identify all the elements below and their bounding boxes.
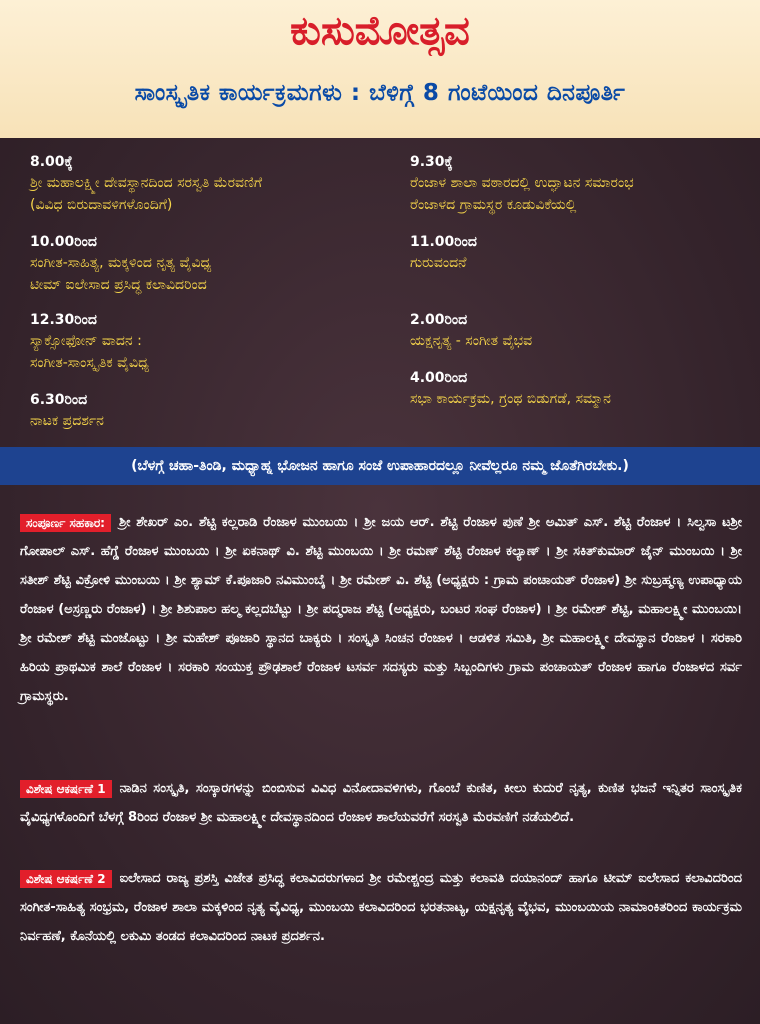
slot-desc: ಸ್ಯಾಕ್ಸೋಫೋನ್ ವಾದನ : xyxy=(30,333,142,349)
slot-time: 9.30ಕ್ಕೆ xyxy=(410,154,453,170)
slot-time: 10.00ರಿಂದ xyxy=(30,234,97,250)
slot-time: 11.00ರಿಂದ xyxy=(410,234,477,250)
highlight-1-text: ನಾಡಿನ ಸಂಸ್ಕೃತಿ, ಸಂಸ್ಕಾರಗಳನ್ನು ಬಿಂಬಿಸುವ ವಿವಿಧ ವಿನೋದಾವಳಿಗಳು, ಗೊಂಬೆ ಕುಣಿತ, ಕೀಲು ಕುದುರೆ ನೃತ್ಯ, ಕುಣಿತ ಭಜನೆ ಇನ್ನಿತರ ಸಾಂಸ್ಕೃತಿಕ ವೈವಿಧ್ಯಗಳೊಂದಿಗೆ ಬೆಳಗ್ಗೆ 8ರಿಂದ ರೆಂಜಾಳ ಶ್ರೀ ಮಹಾಲಕ್ಷ್ಮೀ ದೇವಸ್ಥಾನದಿಂದ ರೆಂಜಾಳ ಶಾಲೆಯವರೆಗೆ ಸರಸ್ವತಿ ಮೆರವಣಿಗೆ ನಡೆಯಲಿದೆ. xyxy=(20,781,742,825)
refreshment-note: (ಬೆಳಗ್ಗೆ ಚಹಾ-ತಿಂಡಿ, ಮಧ್ಯಾಹ್ನ ಭೋಜನ ಹಾಗೂ ಸಂಜೆ ಉಪಾಹಾರದಲ್ಲೂ ನೀವೆಲ್ಲರೂ ನಮ್ಮ ಜೊತೆಗಿರಬೇಕು.) xyxy=(0,447,760,485)
sponsors-text: ಶ್ರೀ ಶೇಖರ್ ಎಂ. ಶೆಟ್ಟಿ ಕಲ್ಲರಾಡಿ ರೆಂಜಾಳ ಮುಂಬಯಿ । ಶ್ರೀ ಜಯ ಆರ್. ಶೆಟ್ಟಿ ರೆಂಜಾಳ ಪುಣೆ ಶ್ರೀ ಅಮಿತ್ ಎಸ್. ಶೆಟ್ಟಿ ರೆಂಜಾಳ । ಸಿಲ್ವಸಾ ಟಶ್ರೀ ಗೋಪಾಲ್ ಎಸ್. ಹೆಗ್ಡೆ ರೆಂಜಾಳ ಮುಂಬಯಿ । ಶ್ರೀ ಏಕನಾಥ್ ವಿ. ಶೆಟ್ಟಿ ಮುಂಬಯಿ । ಶ್ರೀ ರಮಣ್ ಶೆಟ್ಟಿ ರೆಂಜಾಳ ಕಲ್ಯಾಣ್ । ಶ್ರೀ ಸಕಿತ್‌ಕುಮಾರ್ ಜೈನ್ ಮುಂಬಯಿ । ಶ್ರೀ ಸತೀಶ್ ಶೆಟ್ಟಿ ವಿಕ್ರೋಳಿ ಮುಂಬಯಿ । ಶ್ರೀ ಶ್ಯಾಮ್ ಕೆ.ಪೂಜಾರಿ ನವಿಮುಂಬೈ । ಶ್ರೀ ರಮೇಶ್ ವಿ. ಶೆಟ್ಟಿ (ಅಧ್ಯಕ್ಷರು : ಗ್ರಾಮ ಪಂಚಾಯತ್ ರೆಂಜಾಳ) ಶ್ರೀ ಸುಬ್ರಹ್ಮಣ್ಯ ಉಪಾಧ್ಯಾಯ ರೆಂಜಾಳ (ಅಸ್ರಣ್ಣರು ರೆಂಜಾಳ) । ಶ್ರೀ ಶಿಶುಪಾಲ ಹಲ್ಮ ಕಲ್ಲದಬೆಟ್ಟು । ಶ್ರೀ ಪದ್ಮರಾಜ ಶೆಟ್ಟಿ (ಅಧ್ಯಕ್ಷರು, ಬಂಟರ ಸಂಘ ರೆಂಜಾಳ) । ಶ್ರೀ ರಮೇಶ್ ಶೆಟ್ಟಿ, ಮಹಾಲಕ್ಷ್ಮೀ ಮುಂಬಯಿ। ಶ್ರೀ ರಮೇಶ್ ಶೆಟ್ಟಿ ಮಂಜೊಟ್ಟು । ಶ್ರೀ ಮಹೇಶ್ ಪೂಜಾರಿ ಸ್ಥಾನದ ಬಾಕ್ಯರು । ಸಂಸ್ಕೃತಿ ಸಿಂಚನ ರೆಂಜಾಳ । ಆಡಳಿತ ಸಮಿತಿ, ಶ್ರೀ ಮಹಾಲಕ್ಷ್ಮೀ ದೇವಸ್ಥಾನ ರೆಂಜಾಳ । ಸರಕಾರಿ ಹಿರಿಯ ಪ್ರಾಥಮಿಕ ಶಾಲೆ ರೆಂಜಾಳ । ಸರಕಾರಿ ಸಂಯುಕ್ತ ಪ್ರೌಢಶಾಲೆ ರೆಂಜಾಳ ಟಸರ್ವ ಸದಸ್ಯರು ಮತ್ತು ಸಿಬ್ಬಂದಿಗಳು ಗ್ರಾಮ ಪಂಚಾಯತ್ ರೆಂಜಾಳ ಹಾಗೂ ರೆಂಜಾಳದ ಸರ್ವ ಗ್ರಾಮಸ್ಥರು. xyxy=(20,515,742,704)
slot-desc: ಶ್ರೀ ಮಹಾಲಕ್ಷ್ಮೀ ದೇವಸ್ಥಾನದಿಂದ ಸರಸ್ವತಿ ಮೆರವಣಿಗೆ xyxy=(30,175,263,191)
poster-title: ಕುಸುಮೋತ್ಸವ xyxy=(290,8,470,54)
highlight-2-label: ವಿಶೇಷ ಆಕರ್ಷಣೆ 2 xyxy=(20,870,112,888)
slot-time: 12.30ರಿಂದ xyxy=(30,312,97,328)
slot-desc: ಸಂಗೀತ-ಸಾಹಿತ್ಯ, ಮಕ್ಕಳಿಂದ ನೃತ್ಯ ವೈವಿಧ್ಯ xyxy=(30,255,212,271)
slot-desc: ರೆಂಜಾಳ ಶಾಲಾ ವಠಾರದಲ್ಲಿ ಉದ್ಘಾಟನ ಸಮಾರಂಭ xyxy=(410,175,634,191)
slot-time: 8.00ಕ್ಕೆ xyxy=(30,154,73,170)
slot-desc: ಗುರುವಂದನೆ xyxy=(410,255,467,271)
slot-time: 4.00ರಿಂದ xyxy=(410,370,468,386)
schedule-slot xyxy=(410,368,750,410)
highlight-2-text: ಐಲೇಸಾದ ರಾಜ್ಯ ಪ್ರಶಸ್ತಿ ವಿಜೇತ ಪ್ರಸಿದ್ಧ ಕಲಾವಿದರುಗಳಾದ ಶ್ರೀ ರಮೇಶ್ಚಂದ್ರ ಮತ್ತು ಕಲಾವತಿ ದಯಾನಂದ್ ಹಾಗೂ ಟೀಮ್ ಐಲೇಸಾದ ಕಲಾವಿದರಿಂದ ಸಂಗೀತ-ಸಾಹಿತ್ಯ ಸಂಭ್ರಮ, ರೆಂಜಾಳ ಶಾಲಾ ಮಕ್ಕಳಿಂದ ನೃತ್ಯ ವೈವಿಧ್ಯ, ಮುಂಬಯಿ ಕಲಾವಿದರಿಂದ ಭರತನಾಟ್ಯ, ಯಕ್ಷನೃತ್ಯ ವೈಭವ, ಮುಂಬಯಿಯ ನಾಮಾಂಕಿತರಿಂದ ಕಾರ್ಯಕ್ರಮ ನಿರ್ವಹಣೆ, ಕೊನೆಯಲ್ಲಿ ಲಕುಮಿ ತಂಡದ ಕಲಾವಿದರಿಂದ ನಾಟಕ ಪ್ರದರ್ಶನ. xyxy=(20,871,742,944)
schedule-slot xyxy=(410,232,750,274)
header-banner xyxy=(0,0,760,138)
schedule-slot xyxy=(30,152,370,216)
slot-desc: ಸಂಗೀತ-ಸಾಂಸ್ಕೃತಿಕ ವೈವಿಧ್ಯ xyxy=(30,355,150,371)
highlight-1-paragraph xyxy=(20,774,742,832)
highlight-2-paragraph xyxy=(20,864,742,951)
schedule-slot xyxy=(410,152,750,216)
highlight-1-label: ವಿಶೇಷ ಆಕರ್ಷಣೆ 1 xyxy=(20,780,112,798)
schedule-slot xyxy=(30,310,370,374)
schedule-slot xyxy=(30,232,370,296)
slot-desc: ರೆಂಜಾಳದ ಗ್ರಾಮಸ್ಥರ ಕೂಡುವಿಕೆಯಲ್ಲಿ xyxy=(410,197,577,213)
slot-desc: ನಾಟಕ ಪ್ರದರ್ಶನ xyxy=(30,413,104,429)
slot-time: 6.30ರಿಂದ xyxy=(30,392,88,408)
slot-desc: ಯಕ್ಷನೃತ್ಯ - ಸಂಗೀತ ವೈಭವ xyxy=(410,333,533,349)
slot-desc: ಟೀಮ್ ಐಲೇಸಾದ ಪ್ರಸಿದ್ಧ ಕಲಾವಿದರಿಂದ xyxy=(30,277,207,293)
sponsors-paragraph xyxy=(20,508,742,711)
slot-desc: ಸಭಾ ಕಾರ್ಯಕ್ರಮ, ಗ್ರಂಥ ಬಿಡುಗಡೆ, ಸಮ್ಮಾನ xyxy=(410,391,611,407)
schedule-slot xyxy=(410,310,750,352)
sponsors-label: ಸಂಪೂರ್ಣ ಸಹಕಾರ: xyxy=(20,514,111,532)
schedule-slot xyxy=(30,390,370,432)
slot-time: 2.00ರಿಂದ xyxy=(410,312,468,328)
poster-subtitle: ಸಾಂಸ್ಕೃತಿಕ ಕಾರ್ಯಕ್ರಮಗಳು : ಬೆಳಿಗ್ಗೆ 8 ಗಂಟೆಯಿಂದ ದಿನಪೂರ್ತಿ xyxy=(134,80,626,106)
slot-desc: (ವಿವಿಧ ಬಿರುದಾವಳಿಗಳೊಂದಿಗೆ) xyxy=(30,197,173,213)
